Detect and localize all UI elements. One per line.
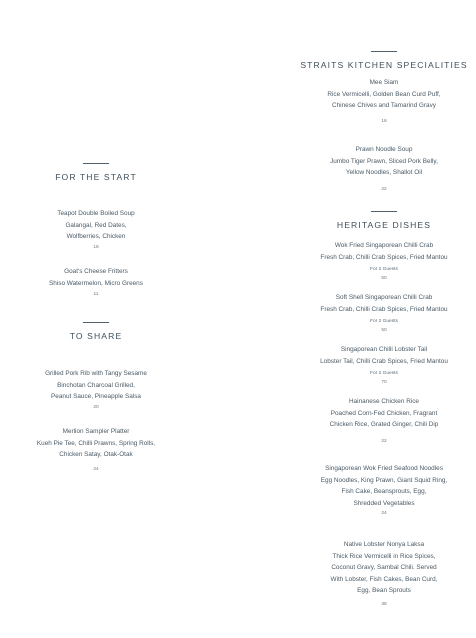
dish-description: Thick Rice Vermicelli in Rice Spices,: [332, 552, 436, 560]
dish-price: 22: [381, 438, 387, 444]
dish-prawn-noodle-soup: [296, 144, 472, 194]
dish-name: Singaporean Wok Fried Seafood Noodles: [325, 465, 443, 472]
dish-price: 50: [381, 276, 387, 281]
dish-name: Soft Shell Singaporean Chilli Crab: [335, 294, 433, 301]
dish-description: Chicken Satay, Otak-Otak: [59, 451, 133, 458]
dish-name: Native Lobster Nonya Laksa: [343, 541, 425, 548]
dish-description: Fresh Crab, Chilli Crab Spices, Fried Mantou: [320, 253, 448, 261]
dish-chilli-lobster-tail: [296, 344, 472, 387]
dish-description: Chicken Rice, Grated Ginger, Chili Dip: [329, 421, 439, 428]
dish-description: Shiso Watermelon, Micro Greens: [49, 279, 143, 287]
dish-teapot-soup: [18, 208, 174, 252]
dish-price: 22: [381, 186, 387, 192]
dish-soft-shell-chilli-crab: [296, 292, 472, 335]
dish-name: Mee Siam: [369, 79, 399, 86]
dish-description: Yellow Noodles, Shallot Oil: [345, 169, 423, 176]
section-divider: [83, 163, 109, 164]
dish-name: Singaporean Chilli Lobster Tail: [340, 346, 428, 353]
dish-description: Galangal, Red Dates,: [65, 221, 127, 229]
dish-name: Prawn Noodle Soup: [355, 146, 413, 153]
section-title: STRAITS KITCHEN SPECIALITIES: [300, 60, 468, 70]
serving-note: For 2 Guests: [370, 319, 398, 324]
dish-description: Kueh Pie Tee, Chilli Prawns, Spring Rolls,: [36, 439, 156, 447]
dish-native-lobster-nonya-laksa: [296, 539, 472, 609]
section-to-share: [18, 322, 174, 341]
section-title: TO SHARE: [69, 331, 123, 341]
dish-description: With Lobster, Fish Cakes, Bean Curd,: [330, 575, 438, 583]
dish-description: Poached Corn-Fed Chicken, Fragrant: [330, 409, 438, 417]
dish-name: Goat's Cheese Fritters: [64, 268, 128, 275]
dish-description: Wolfberries, Chicken: [66, 233, 126, 240]
dish-price: 11: [93, 292, 99, 297]
section-title: FOR THE START: [55, 172, 137, 182]
dish-description: Peanut Sauce, Pineapple Salsa: [51, 393, 141, 400]
section-for-the-start: [18, 163, 174, 182]
dish-price: 16: [381, 118, 387, 124]
dish-price: 20: [93, 404, 99, 410]
dish-name: Wok Fried Singaporean Chilli Crab: [334, 242, 434, 249]
dish-wok-fried-chilli-crab: [296, 240, 472, 283]
dish-merlion-sampler: [18, 426, 174, 474]
dish-description: Fresh Crab, Chilli Crab Spices, Fried Mantou: [320, 305, 448, 313]
dish-description: Egg, Bean Sprouts: [357, 587, 411, 594]
section-straits-kitchen-specialities: [296, 51, 472, 70]
section-divider: [371, 51, 397, 52]
dish-name: Teapot Double Boiled Soup: [57, 210, 135, 217]
dish-description: Rice Vermicelli, Golden Bean Curd Puff,: [327, 90, 441, 98]
dish-description: Fish Cake, Beansprouts, Egg,: [341, 488, 427, 495]
dish-description: Coconut Gravy, Sambal Chili. Served: [331, 564, 437, 571]
dish-description: Lobster Tail, Chilli Crab Spices, Fried Mantou: [320, 357, 448, 365]
dish-description: Chinese Chives and Tamarind Gravy: [332, 102, 436, 109]
serving-note: For 2 Guests: [370, 371, 398, 376]
dish-price: 24: [93, 466, 99, 472]
dish-price: 18: [93, 244, 99, 250]
dish-price: 24: [381, 511, 387, 516]
dish-goats-cheese-fritters: [18, 266, 174, 299]
dish-description: Shredded Vegetables: [353, 499, 415, 507]
dish-description: Jumbo Tiger Prawn, Sliced Pork Belly,: [330, 157, 438, 165]
dish-wok-fried-seafood-noodles: [296, 463, 472, 518]
dish-grilled-pork-rib: [18, 368, 174, 412]
dish-mee-siam: [296, 77, 472, 126]
dish-description: Egg Noodles, King Prawn, Giant Squid Ring,: [320, 476, 448, 484]
dish-price: 70: [381, 380, 387, 385]
dish-price: 38: [381, 601, 387, 607]
serving-note: For 2 Guests: [370, 267, 398, 272]
dish-name: Grilled Pork Rib with Tangy Sesame: [45, 370, 147, 377]
dish-price: 50: [381, 328, 387, 333]
dish-name: Hainanese Chicken Rice: [349, 398, 419, 405]
dish-hainanese-chicken-rice: [296, 396, 472, 446]
section-divider: [83, 322, 109, 323]
section-heritage-dishes: [296, 211, 472, 230]
section-title: HERITAGE DISHES: [336, 220, 432, 230]
dish-description: Binchotan Charcoal Grilled,: [57, 381, 135, 389]
section-divider: [371, 211, 397, 212]
dish-name: Merlion Sampler Platter: [62, 428, 130, 435]
